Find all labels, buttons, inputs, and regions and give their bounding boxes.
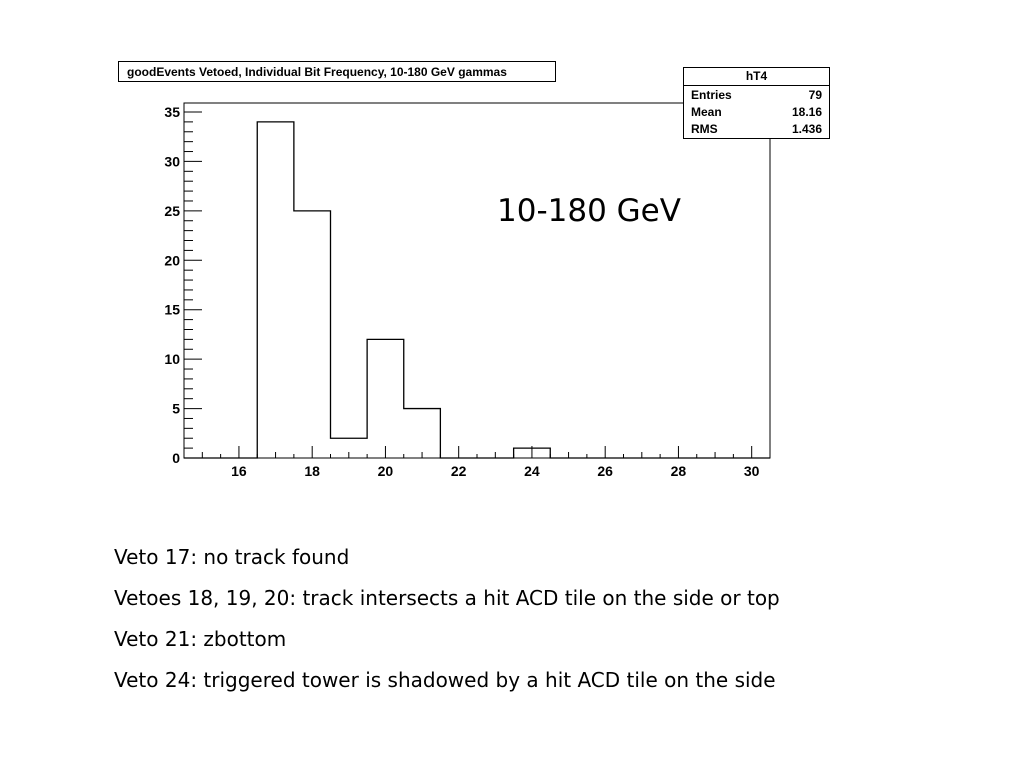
stats-box bbox=[683, 67, 830, 139]
stats-label: RMS bbox=[691, 122, 718, 136]
x-tick-label: 16 bbox=[231, 463, 247, 479]
stats-row-rms bbox=[684, 121, 829, 138]
y-tick-label: 20 bbox=[164, 252, 180, 269]
chart-title-box bbox=[118, 61, 556, 82]
x-tick-label: 20 bbox=[377, 463, 394, 479]
x-tick-labels bbox=[231, 463, 760, 479]
y-tick-label: 0 bbox=[172, 450, 180, 466]
x-tick-label: 26 bbox=[597, 463, 613, 479]
note-veto-24: Veto 24: triggered tower is shadowed by a hit ACD tile on the side bbox=[114, 668, 776, 692]
note-vetoes-18-19-20: Vetoes 18, 19, 20: track intersects a hit ACD tile on the side or top bbox=[114, 586, 780, 610]
stats-name: hT4 bbox=[684, 68, 829, 86]
y-tick-label: 5 bbox=[172, 400, 180, 417]
histogram-outline bbox=[184, 122, 770, 458]
stats-label: Entries bbox=[691, 88, 732, 102]
y-tick-labels bbox=[164, 104, 180, 466]
stats-value: 18.16 bbox=[791, 105, 822, 119]
veto-notes bbox=[114, 542, 780, 706]
x-tick-label: 22 bbox=[450, 463, 467, 479]
note-veto-17: Veto 17: no track found bbox=[114, 545, 350, 569]
stats-row-mean bbox=[684, 104, 829, 121]
energy-range-annotation: 10-180 GeV bbox=[497, 193, 681, 229]
x-tick-label: 28 bbox=[670, 463, 687, 479]
plot-frame bbox=[184, 103, 770, 458]
y-tick-label: 35 bbox=[164, 104, 180, 120]
chart-title: goodEvents Vetoed, Individual Bit Frequency, 10-180 GeV gammas bbox=[127, 65, 507, 79]
stats-row-entries bbox=[684, 87, 829, 104]
stats-value: 1.436 bbox=[791, 122, 822, 136]
note-veto-21: Veto 21: zbottom bbox=[114, 627, 287, 651]
axis-ticks bbox=[184, 112, 752, 458]
y-tick-label: 10 bbox=[164, 351, 180, 368]
y-tick-label: 15 bbox=[164, 301, 180, 318]
x-tick-label: 30 bbox=[743, 463, 760, 479]
stats-label: Mean bbox=[691, 105, 722, 119]
y-tick-label: 30 bbox=[164, 153, 180, 170]
x-tick-label: 24 bbox=[524, 463, 540, 479]
stats-value: 79 bbox=[808, 88, 822, 102]
x-tick-label: 18 bbox=[304, 463, 320, 479]
y-tick-label: 25 bbox=[164, 202, 180, 219]
